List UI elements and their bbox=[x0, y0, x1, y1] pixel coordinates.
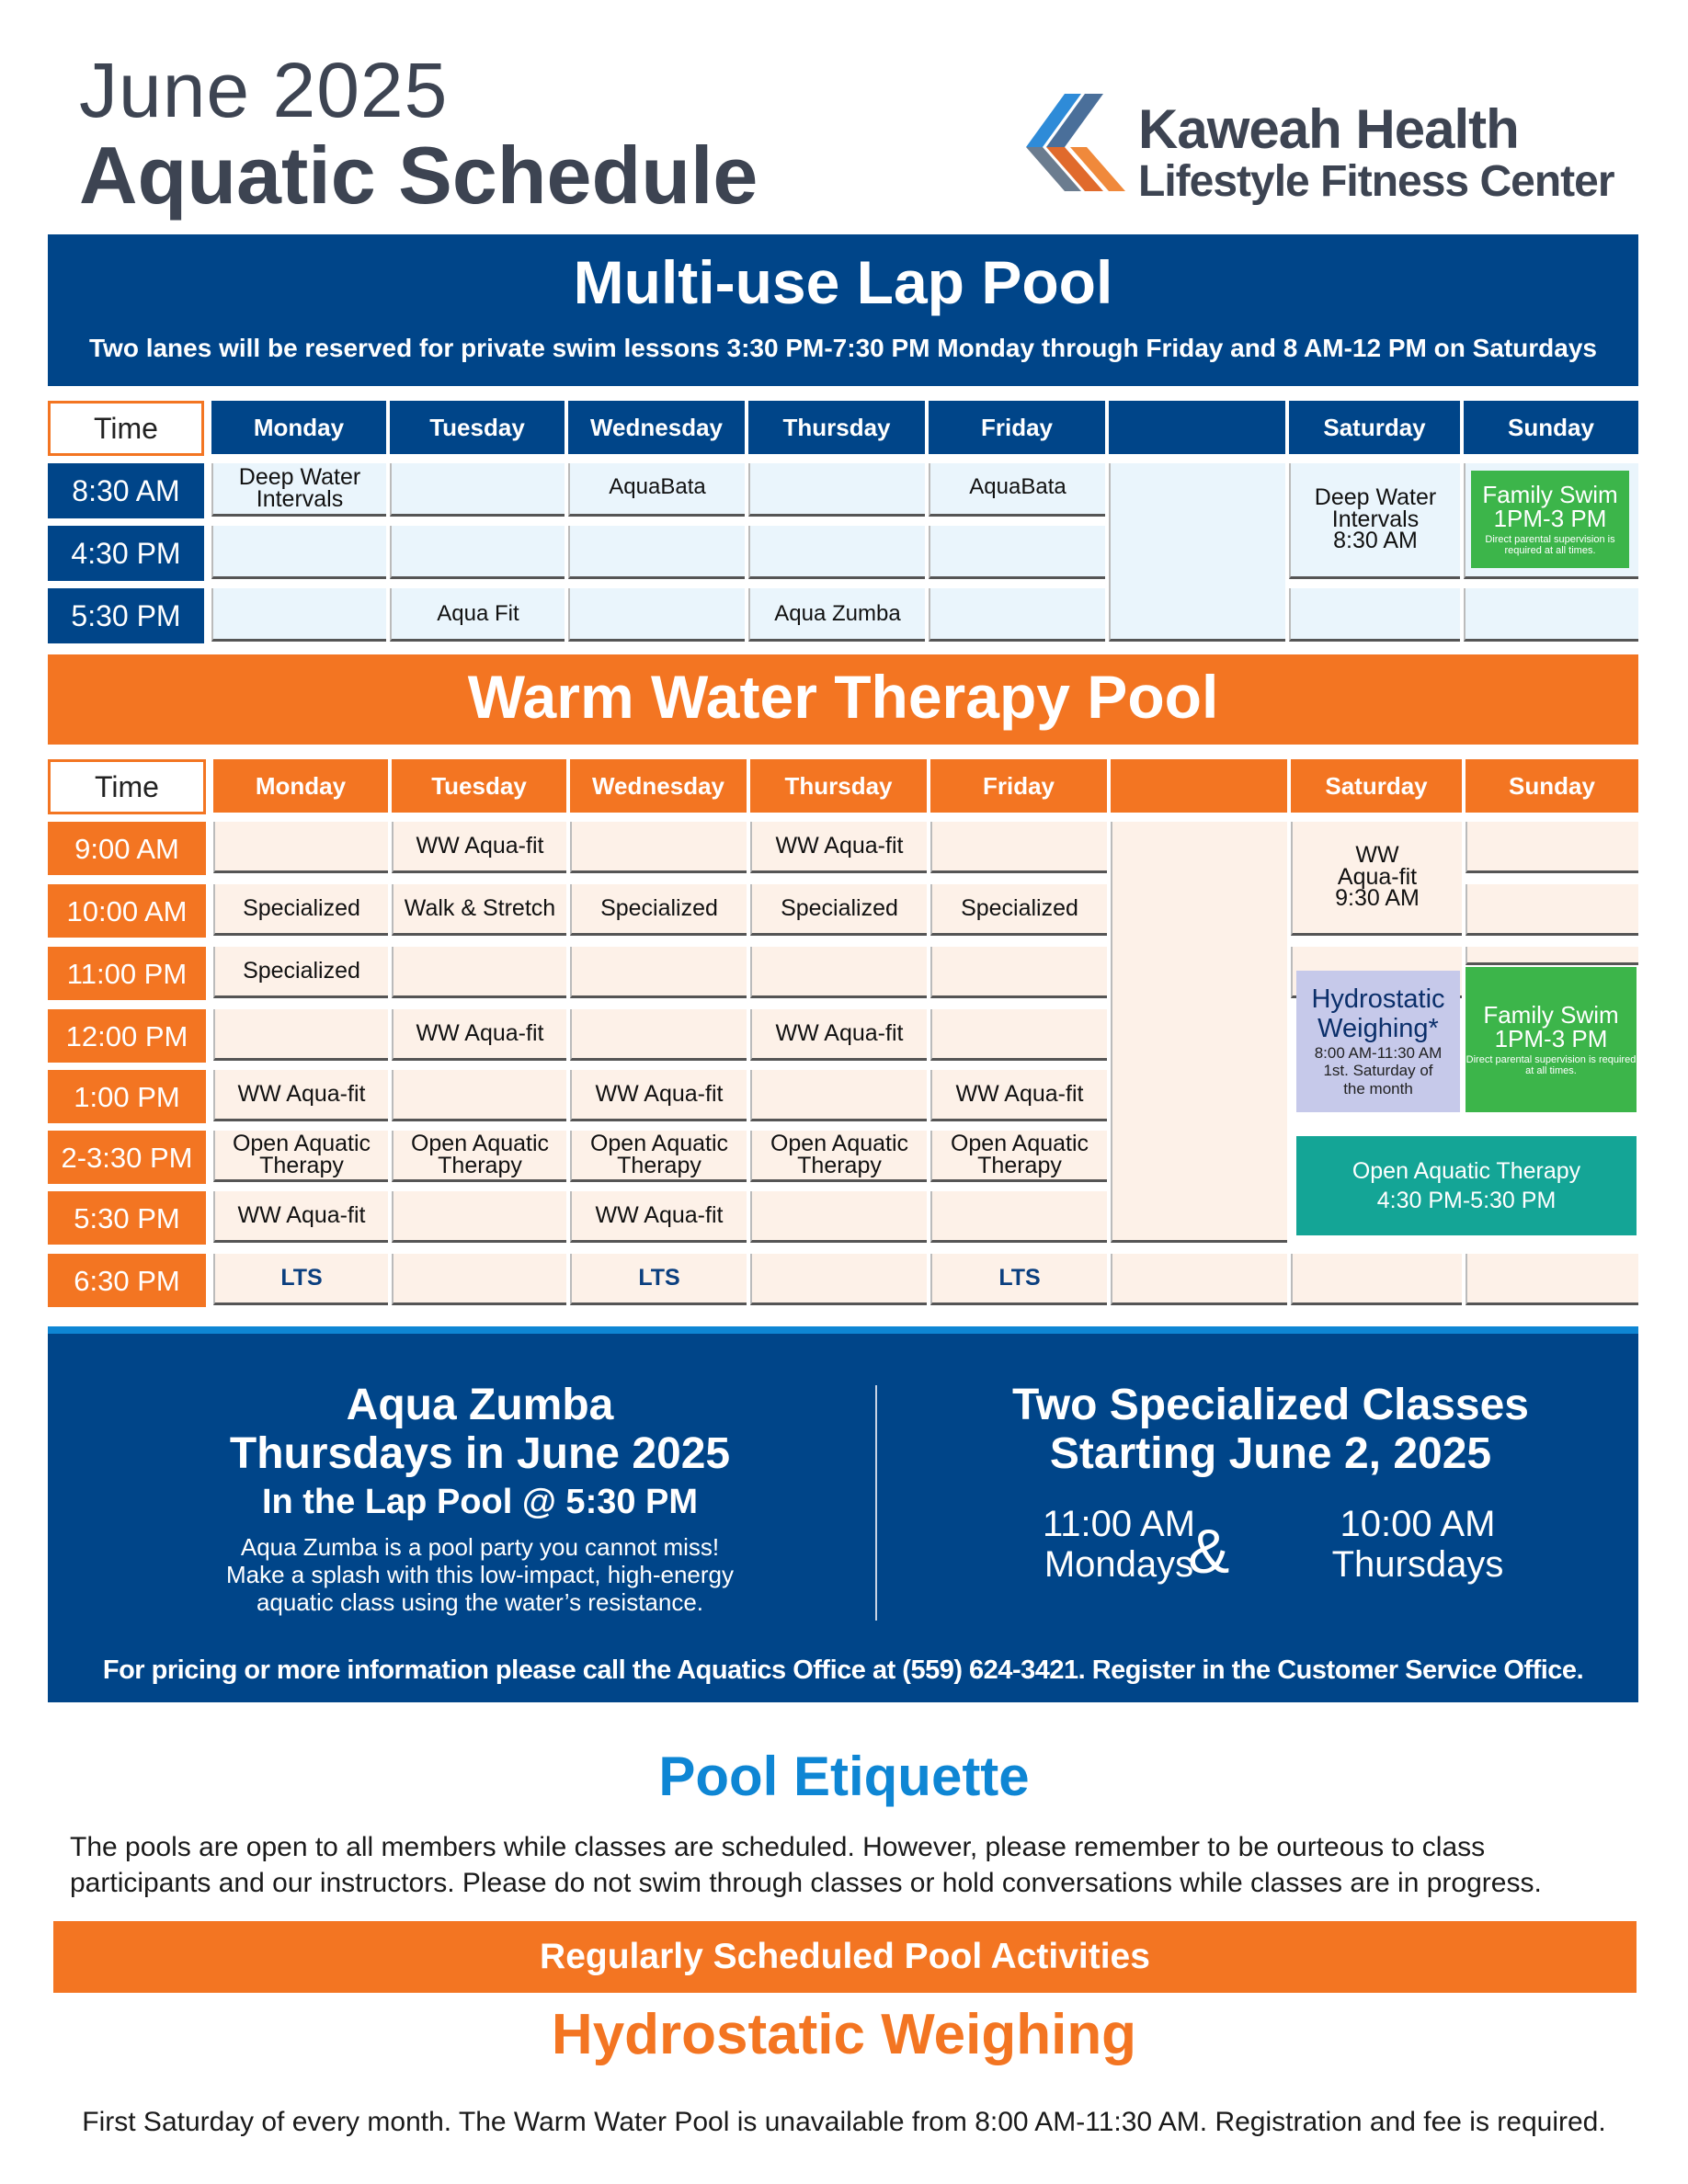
ww-cell bbox=[750, 1070, 927, 1121]
ww-day-monday: Monday bbox=[213, 759, 388, 813]
ww-cell: WW Aqua-fit bbox=[750, 1009, 927, 1061]
ww-cell bbox=[392, 1254, 566, 1305]
lap-cell: AquaBata bbox=[568, 463, 745, 517]
family-swim-title: Family Swim bbox=[1483, 1000, 1619, 1029]
lap-cell bbox=[748, 526, 925, 579]
ww-cell bbox=[930, 1009, 1107, 1061]
ww-cell: Walk & Stretch bbox=[392, 884, 566, 936]
ww-cell bbox=[1466, 947, 1638, 965]
lap-day-sunday: Sunday bbox=[1464, 401, 1638, 454]
info-accent-bar bbox=[48, 1326, 1638, 1334]
lap-cell: Deep Water Intervals bbox=[211, 463, 386, 517]
info-divider bbox=[875, 1385, 877, 1621]
ww-cell bbox=[213, 1009, 388, 1061]
oat-time: 4:30 PM-5:30 PM bbox=[1376, 1188, 1557, 1213]
family-swim-title: Family Swim bbox=[1482, 480, 1618, 508]
ww-cell bbox=[392, 1070, 566, 1121]
lap-day-saturday: Saturday bbox=[1289, 401, 1460, 454]
month-line: June 2025 bbox=[79, 47, 449, 133]
ww-cell bbox=[930, 947, 1107, 998]
lap-day-wednesday: Wednesday bbox=[568, 401, 745, 454]
lap-blank-column bbox=[1109, 463, 1285, 642]
ww-cell bbox=[1466, 884, 1638, 936]
ww-cell bbox=[750, 1191, 927, 1243]
hydrostatic-body: First Saturday of every month. The Warm Water Pool is unavailable from 8:00 AM-11:30 AM. Registration and fee is required. bbox=[82, 2107, 1606, 2137]
ww-cell bbox=[1466, 822, 1638, 873]
lap-time-1630: 4:30 PM bbox=[48, 526, 204, 581]
ww-sunday-family-swim bbox=[1466, 967, 1637, 1112]
zumba-dates: Thursdays in June 2025 bbox=[229, 1428, 731, 1478]
hydrostatic-title: Hydrostatic Weighing bbox=[551, 2003, 1137, 2066]
lap-day-monday: Monday bbox=[211, 401, 386, 454]
ww-time-1000: 10:00 AM bbox=[48, 884, 206, 938]
specialized-title: Two Specialized Classes bbox=[1011, 1381, 1529, 1429]
ww-cell: WW Aqua-fit bbox=[213, 1070, 388, 1121]
lap-cell bbox=[929, 526, 1105, 579]
hydro-title: Hydrostatic Weighing* bbox=[1311, 984, 1445, 1043]
ww-cell: Specialized bbox=[750, 884, 927, 936]
ww-cell bbox=[750, 1254, 927, 1305]
lap-cell bbox=[1289, 588, 1460, 642]
ww-cell: WW Aqua-fit bbox=[213, 1191, 388, 1243]
ww-cell: WW Aqua-fit bbox=[930, 1070, 1107, 1121]
ww-cell: Specialized bbox=[213, 947, 388, 998]
ww-saturday-hydrostatic bbox=[1296, 971, 1460, 1112]
lap-day-thursday: Thursday bbox=[748, 401, 925, 454]
ww-cell bbox=[392, 1191, 566, 1243]
specialized-time: 11:00 AM bbox=[1042, 1504, 1196, 1544]
lap-pool-subtitle: Two lanes will be reserved for private swim lessons 3:30 PM-7:30 PM Monday through Friday and 8 AM-12 PM on Saturdays bbox=[89, 334, 1597, 362]
warm-pool-banner bbox=[48, 654, 1638, 745]
ww-cell bbox=[930, 822, 1107, 873]
lap-time-0830: 8:30 AM bbox=[48, 463, 204, 518]
kaweah-logo-icon bbox=[1026, 92, 1136, 193]
family-swim-time: 1PM-3 PM bbox=[1494, 1024, 1608, 1052]
ww-blank-column bbox=[1111, 822, 1287, 1243]
etiquette-line: participants and our instructors. Please do not swim through classes or hold conversations while classes are in progress. bbox=[70, 1868, 1542, 1898]
warm-pool-title: Warm Water Therapy Pool bbox=[467, 663, 1219, 731]
lap-cell bbox=[390, 526, 565, 579]
oat-title: Open Aquatic Therapy bbox=[1352, 1157, 1581, 1184]
ww-cell: WW Aqua-fit bbox=[392, 1009, 566, 1061]
brand-name: Kaweah Health bbox=[1138, 98, 1519, 160]
lap-cell bbox=[390, 463, 565, 517]
ww-day-blank bbox=[1111, 759, 1287, 813]
lap-day-tuesday: Tuesday bbox=[390, 401, 565, 454]
ww-cell: LTS bbox=[570, 1254, 747, 1305]
ww-cell bbox=[570, 947, 747, 998]
etiquette-line: The pools are open to all members while classes are scheduled. However, please remember to be ourteous to class bbox=[70, 1832, 1486, 1862]
ww-cell bbox=[570, 1009, 747, 1061]
lap-cell bbox=[748, 463, 925, 517]
lap-cell bbox=[1464, 588, 1638, 642]
ww-cell bbox=[1111, 1254, 1287, 1305]
ww-time-1400: 2-3:30 PM bbox=[48, 1131, 206, 1184]
ww-day-tuesday: Tuesday bbox=[392, 759, 566, 813]
family-swim-note: Direct parental supervision is required at all times. bbox=[1466, 1053, 1637, 1076]
specialized-thursday bbox=[1271, 1504, 1565, 1585]
lap-cell bbox=[929, 588, 1105, 642]
ww-cell: Specialized bbox=[930, 884, 1107, 936]
zumba-desc-line: Aqua Zumba is a pool party you cannot miss! bbox=[240, 1533, 720, 1561]
lap-cell bbox=[211, 526, 386, 579]
specialized-heading bbox=[894, 1382, 1648, 1479]
lap-day-friday: Friday bbox=[929, 401, 1105, 454]
lap-day-blank bbox=[1109, 401, 1285, 454]
specialized-day: Thursdays bbox=[1331, 1544, 1504, 1585]
etiquette-title: Pool Etiquette bbox=[658, 1746, 1030, 1807]
etiquette-body bbox=[70, 1829, 1651, 1901]
zumba-location: In the Lap Pool @ 5:30 PM bbox=[261, 1483, 699, 1521]
ww-cell bbox=[750, 947, 927, 998]
info-panel bbox=[48, 1334, 1638, 1702]
ww-time-1730: 5:30 PM bbox=[48, 1191, 206, 1245]
ww-time-1100: 11:00 PM bbox=[48, 947, 206, 1000]
lap-cell: Aqua Fit bbox=[390, 588, 565, 642]
zumba-title: Aqua Zumba bbox=[346, 1381, 614, 1429]
ampersand: & bbox=[1188, 1517, 1230, 1587]
specialized-start: Starting June 2, 2025 bbox=[1049, 1428, 1492, 1478]
ww-time-1830: 6:30 PM bbox=[48, 1254, 206, 1307]
lap-cell bbox=[568, 588, 745, 642]
zumba-description bbox=[103, 1534, 857, 1617]
ww-time-1200: 12:00 PM bbox=[48, 1009, 206, 1063]
info-footer: For pricing or more information please call the Aquatics Office at (559) 624-3421. Register in the Customer Service Office. bbox=[102, 1655, 1584, 1685]
lap-cell: AquaBata bbox=[929, 463, 1105, 517]
ww-cell bbox=[930, 1191, 1107, 1243]
ww-cell bbox=[392, 947, 566, 998]
ww-time-header: Time bbox=[48, 759, 206, 814]
ww-cell: Open Aquatic Therapy bbox=[750, 1131, 927, 1182]
page-title: Aquatic Schedule bbox=[79, 130, 758, 221]
ww-weekend-open-aquatic-therapy bbox=[1296, 1136, 1637, 1235]
ww-cell bbox=[1291, 1254, 1462, 1305]
ww-day-friday: Friday bbox=[930, 759, 1107, 813]
ww-day-thursday: Thursday bbox=[750, 759, 927, 813]
ww-day-saturday: Saturday bbox=[1291, 759, 1462, 813]
zumba-desc-line: Make a splash with this low-impact, high-energy bbox=[225, 1560, 735, 1588]
ww-day-sunday: Sunday bbox=[1466, 759, 1638, 813]
ww-cell: WW Aqua-fit bbox=[570, 1070, 747, 1121]
ww-cell: Specialized bbox=[570, 884, 747, 936]
ww-saturday-aquafit: WW Aqua-fit 9:30 AM bbox=[1291, 822, 1462, 936]
lap-pool-banner bbox=[48, 234, 1638, 386]
lap-cell: Aqua Zumba bbox=[748, 588, 925, 642]
ww-cell bbox=[213, 822, 388, 873]
ww-cell bbox=[570, 822, 747, 873]
hydro-note: 1st. Saturday of the month bbox=[1323, 1062, 1433, 1098]
lap-cell bbox=[211, 588, 386, 642]
ww-cell bbox=[1466, 1254, 1638, 1305]
ww-cell: Open Aquatic Therapy bbox=[392, 1131, 566, 1182]
lap-saturday-deep-water: Deep Water Intervals 8:30 AM bbox=[1289, 463, 1460, 579]
hydro-time: 8:00 AM-11:30 AM bbox=[1314, 1043, 1443, 1062]
ww-cell: LTS bbox=[930, 1254, 1107, 1305]
zumba-desc-line: aquatic class using the water’s resistance. bbox=[256, 1587, 704, 1616]
family-swim-note: Direct parental supervision is required at all times. bbox=[1485, 533, 1615, 556]
ww-cell: Open Aquatic Therapy bbox=[930, 1131, 1107, 1182]
lap-time-header: Time bbox=[48, 401, 204, 456]
ww-day-wednesday: Wednesday bbox=[570, 759, 747, 813]
regular-activities-bar: Regularly Scheduled Pool Activities bbox=[53, 1921, 1637, 1993]
brand-subtitle: Lifestyle Fitness Center bbox=[1138, 157, 1614, 206]
lap-time-1730: 5:30 PM bbox=[48, 588, 204, 643]
ww-cell: Open Aquatic Therapy bbox=[570, 1131, 747, 1182]
lap-cell bbox=[568, 526, 745, 579]
family-swim-time: 1PM-3 PM bbox=[1493, 504, 1607, 532]
lap-pool-title: Multi-use Lap Pool bbox=[573, 248, 1113, 316]
ww-time-0900: 9:00 AM bbox=[48, 822, 206, 875]
ww-cell: Open Aquatic Therapy bbox=[213, 1131, 388, 1182]
zumba-heading bbox=[103, 1382, 857, 1479]
lap-sunday-family-swim bbox=[1471, 471, 1629, 568]
specialized-time: 10:00 AM bbox=[1340, 1504, 1496, 1544]
ww-cell: Specialized bbox=[213, 884, 388, 936]
ww-cell: WW Aqua-fit bbox=[750, 822, 927, 873]
specialized-day: Mondays bbox=[1044, 1544, 1194, 1585]
ww-cell: LTS bbox=[213, 1254, 388, 1305]
ww-cell: WW Aqua-fit bbox=[570, 1191, 747, 1243]
ww-time-1300: 1:00 PM bbox=[48, 1070, 206, 1123]
ww-cell: WW Aqua-fit bbox=[392, 822, 566, 873]
